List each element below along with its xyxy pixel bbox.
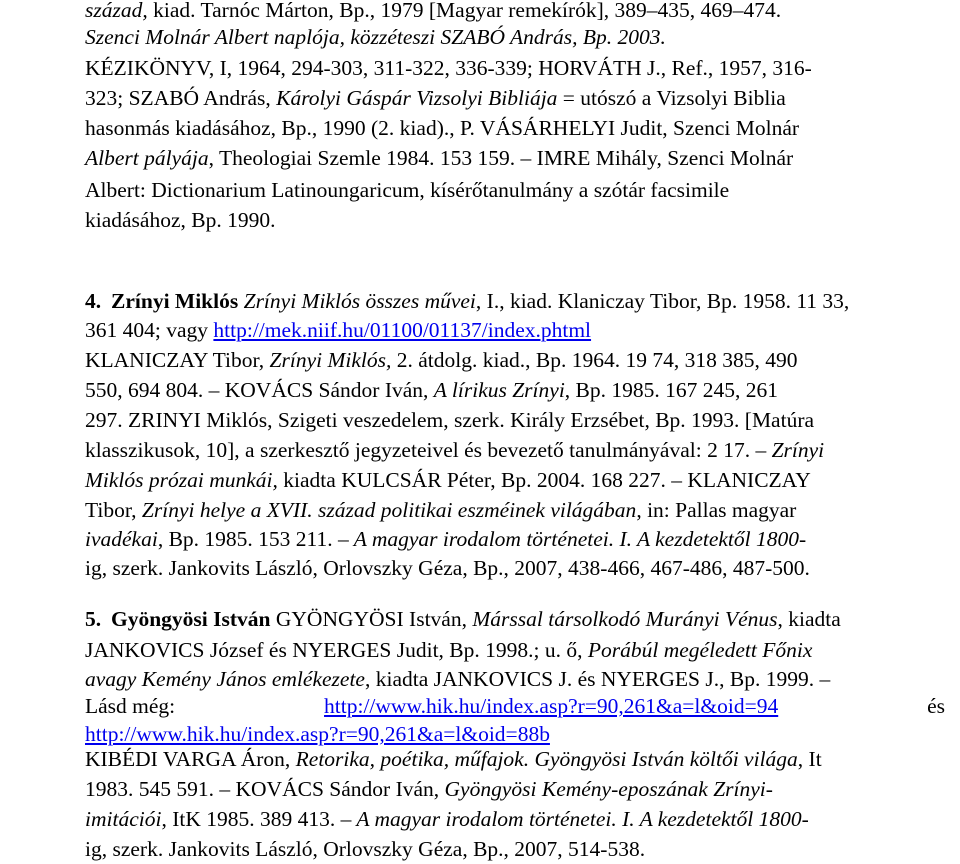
ref-text: Tibor, bbox=[85, 498, 142, 522]
ref-text: kiad. Tarnóc Márton, Bp., 1979 [Magyar remekírók], 389–435, 469–474. bbox=[147, 0, 782, 22]
ref-line bbox=[85, 746, 822, 772]
ref-line: hasonmás kiadásához, Bp., 1990 (2. kiad)., P. VÁSÁRHELYI Judit, Szenci Molnár bbox=[85, 116, 800, 140]
dash: – bbox=[755, 438, 767, 462]
dash: – bbox=[208, 378, 220, 402]
dash: – bbox=[219, 777, 231, 801]
ref-text: és bbox=[927, 694, 945, 718]
ref-line: Albert: Dictionarium Latinoungaricum, kísérőtanulmány a szótár facsimile bbox=[85, 178, 730, 202]
ref-line: KÉZIKÖNYV, I, 1964, 294-303, 311-322, 336-339; HORVÁTH J., Ref., 1957, 316- bbox=[85, 56, 812, 80]
ref-text: KIBÉDI VARGA Áron, bbox=[85, 747, 296, 771]
ref-text: KOVÁCS Sándor Iván, bbox=[230, 777, 445, 801]
section-5-heading-line bbox=[85, 606, 841, 632]
ref-italic: Zrínyi Miklós összes művei bbox=[243, 289, 476, 313]
mek-link[interactable]: http://mek.niif.hu/01100/01137/index.phtml bbox=[213, 318, 592, 342]
ref-line bbox=[85, 377, 778, 403]
ref-text: kiadta KULCSÁR Péter, Bp. 2004. 168 227. bbox=[277, 468, 672, 492]
ref-line bbox=[85, 467, 811, 493]
ref-text: 2. átdolg. kiad., Bp. 1964. 19 74, 318 385, 490 bbox=[391, 348, 798, 372]
ref-text: , Bp. 1985. 167 245, 261 bbox=[564, 378, 779, 402]
ref-italic: A lírikus Zrínyi bbox=[433, 378, 565, 402]
ref-italic: Zrínyi helye a XVII. század politikai eszméinek világában bbox=[141, 498, 637, 522]
ref-text: Lásd még: bbox=[85, 694, 176, 718]
ref-line bbox=[85, 666, 830, 692]
section-4-heading-line bbox=[85, 288, 849, 314]
ref-line bbox=[85, 721, 550, 747]
ref-text: , It bbox=[797, 747, 822, 771]
hik-link-94[interactable]: http://www.hik.hu/index.asp?r=90,261&a=l&oid=94 bbox=[324, 694, 779, 718]
ref-line bbox=[85, 693, 945, 719]
ref-line: 297. ZRINYI Miklós, Szigeti veszedelem, szerk. Király Erzsébet, Bp. 1993. [Matúra bbox=[85, 408, 815, 432]
ref-italic: Retorika, poétika, műfajok. Gyöngyösi István költői világa bbox=[295, 747, 798, 771]
ref-line bbox=[85, 85, 786, 111]
ref-line bbox=[85, 0, 781, 23]
hik-link-88b[interactable]: http://www.hik.hu/index.asp?r=90,261&a=l&oid=88b bbox=[85, 722, 550, 746]
ref-italic: Zrínyi bbox=[766, 438, 825, 462]
ref-text: , kiadta bbox=[777, 607, 841, 631]
ref-text: 550, 694 804. bbox=[85, 378, 209, 402]
ref-italic: A magyar irodalom történetei. I. A kezdetektől 1800- bbox=[348, 527, 807, 551]
ref-text: = utószó a Vizsolyi Biblia bbox=[557, 86, 786, 110]
ref-line: ig, szerk. Jankovits László, Orlovszky Géza, Bp., 2007, 438-466, 467-486, 487-500. bbox=[85, 556, 810, 580]
ref-text: , ItK 1985. 389 413. bbox=[161, 807, 341, 831]
dash: – bbox=[671, 468, 682, 492]
ref-italic: A magyar irodalom történetei. I. A kezdetektől 1800- bbox=[351, 807, 809, 831]
ref-text: GYÖNGYÖSI István, bbox=[270, 607, 473, 631]
ref-italic: Porábúl megéledett Főnix bbox=[587, 638, 813, 662]
ref-italic: Károlyi Gáspár Vizsolyi Bibliája bbox=[276, 86, 558, 110]
ref-text: KLANICZAY Tibor, bbox=[85, 348, 270, 372]
ref-text: KLANICZAY bbox=[681, 468, 811, 492]
ref-line bbox=[85, 776, 773, 802]
ref-text: klasszikusok, 10], a szerkesztő jegyzeteivel és bevezető tanulmányával: 2 17. bbox=[85, 438, 756, 462]
ref-italic: Márssal társolkodó Murányi Vénus bbox=[472, 607, 778, 631]
ref-text: KOVÁCS Sándor Iván, bbox=[219, 378, 434, 402]
ref-text: 1983. 545 591. bbox=[85, 777, 220, 801]
section-number: 5. bbox=[85, 607, 102, 631]
ref-text: , Bp. 1985. 153 211. bbox=[157, 527, 338, 551]
ref-line bbox=[85, 637, 812, 663]
ref-italic: század, bbox=[85, 0, 148, 22]
ref-italic: Miklós prózai munkái, bbox=[85, 468, 278, 492]
section-author: Gyöngyösi István bbox=[111, 607, 271, 631]
ref-line bbox=[85, 145, 793, 171]
ref-text: , Theologiai Szemle 1984. 153 159. bbox=[208, 146, 521, 170]
ref-text: JANKOVICS József és NYERGES Judit, Bp. 1998.; u. ő, bbox=[85, 638, 588, 662]
section-number: 4. bbox=[85, 289, 102, 313]
dash: – bbox=[340, 807, 352, 831]
ref-line bbox=[85, 806, 809, 832]
ref-italic: Zrínyi Miklós, bbox=[269, 348, 392, 372]
ref-line: kiadásához, Bp. 1990. bbox=[85, 208, 276, 232]
ref-text: , in: Pallas magyar bbox=[636, 498, 797, 522]
ref-line bbox=[85, 317, 591, 343]
ref-italic: imitációi bbox=[85, 807, 162, 831]
ref-italic: Gyöngyösi Kemény-eposzának Zrínyi- bbox=[444, 777, 773, 801]
ref-text: 323; SZABÓ András, bbox=[85, 86, 277, 110]
section-author: Zrínyi Miklós bbox=[111, 289, 239, 313]
ref-line: ig, szerk. Jankovits László, Orlovszky Géza, Bp., 2007, 514-538. bbox=[85, 837, 646, 861]
ref-line bbox=[85, 526, 806, 552]
dash: – bbox=[819, 667, 831, 691]
ref-line bbox=[85, 497, 796, 523]
ref-text: , I., kiad. Klaniczay Tibor, Bp. 1958. 11 33, bbox=[475, 289, 850, 313]
ref-text: IMRE Mihály, Szenci Molnár bbox=[531, 146, 794, 170]
dash: – bbox=[520, 146, 532, 170]
ref-line: Szenci Molnár Albert naplója, közzéteszi SZABÓ András, Bp. 2003. bbox=[85, 25, 666, 49]
ref-line bbox=[85, 437, 824, 463]
ref-italic: Albert pályája bbox=[85, 146, 209, 170]
dash: – bbox=[338, 527, 349, 551]
ref-italic: ivadékai bbox=[85, 527, 158, 551]
ref-line bbox=[85, 347, 797, 373]
ref-italic: avagy Kemény János emlékezete bbox=[85, 667, 365, 691]
ref-text: 361 404; vagy bbox=[85, 318, 214, 342]
ref-text: , kiadta JANKOVICS J. és NYERGES J., Bp. 1999. bbox=[364, 667, 820, 691]
